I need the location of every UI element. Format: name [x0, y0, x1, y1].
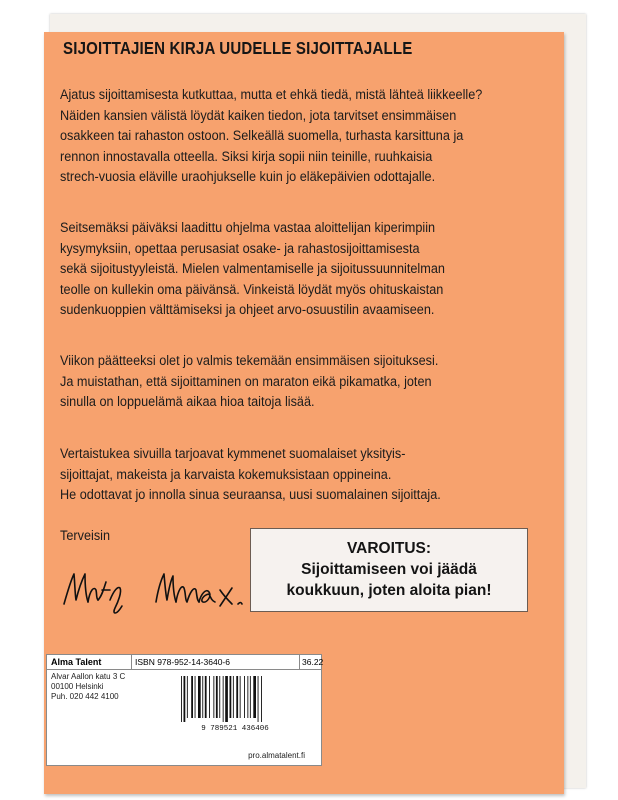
barcode-bar: [219, 676, 220, 718]
barcode-bar: [216, 676, 218, 718]
paragraph-4: [60, 443, 441, 505]
text-line: osakkeen tai rahaston ostoon. Selkeällä suomella, turhasta karsittuna ja: [60, 127, 464, 143]
warning-line-1: Sijoittamiseen voi jäädä: [301, 561, 477, 578]
address-line: Alvar Aallon katu 3 C: [51, 672, 126, 681]
paragraph-1: [60, 84, 482, 187]
barcode-bar: [209, 676, 210, 718]
publisher-label: [46, 654, 322, 766]
text-line: sudenkuoppien välttämiseksi ja ohjeet arvo-osuustilin avaamiseen.: [60, 301, 435, 317]
divider: [131, 655, 132, 669]
divider: [299, 655, 300, 669]
warning-box: [250, 528, 528, 612]
text-line: Näiden kansien välistä löydät kaiken tiedon, jota tarvitset ensimmäisen: [60, 106, 457, 123]
isbn-text: ISBN 978-952-14-3640-6: [135, 657, 230, 667]
text-line: kysymyksiin, opettaa perusasiat osake- ja rahastosijoittamisesta: [60, 239, 420, 256]
barcode-bar: [240, 676, 241, 718]
text-line: He odottavat jo innolla sinua seuraansa, uusi suomalainen sijoittaja.: [60, 486, 441, 502]
barcode-bar: [223, 676, 224, 722]
signoff-text: Terveisin: [60, 527, 111, 543]
barcode-bar: [181, 676, 182, 722]
barcode-bar: [261, 676, 262, 722]
paragraph-2: [60, 217, 445, 320]
barcode-bar: [195, 676, 196, 718]
text-line: sekä sijoitustyyleistä. Mielen valmentamiselle ja sijoitussuunnitelman: [60, 260, 445, 276]
barcode-bar: [244, 676, 245, 718]
barcode-bar: [236, 676, 238, 718]
barcode-bar: [187, 676, 188, 718]
barcode-bar: [202, 676, 203, 718]
barcode-bar: [247, 676, 248, 718]
isbn-barcode: [177, 674, 293, 732]
barcode-bar: [253, 676, 256, 718]
publisher-url: pro.almatalent.fi: [248, 751, 305, 760]
barcode-bar: [184, 676, 186, 722]
barcode-bar: [258, 676, 259, 722]
classification-code: 36.22: [302, 657, 324, 667]
text-line: sinulla on loppuelämä aikaa hioa taitoja lisää.: [60, 393, 315, 409]
barcode-digits: 9 789521 436406: [201, 725, 269, 732]
text-line: Viikon päätteeksi olet jo valmis tekemään ensimmäisen sijoituksesi.: [60, 352, 439, 368]
barcode-bar: [250, 676, 251, 718]
text-line: teolle on kullekin oma päivänsä. Vinkeistä löydät myös ohituskaistan: [60, 280, 444, 297]
text-line: Ajatus sijoittamisesta kutkuttaa, mutta et ehkä tiedä, mistä lähteä liikkeelle?: [60, 86, 483, 102]
barcode-bar: [233, 676, 234, 718]
barcode-bar: [198, 676, 201, 718]
text-line: sijoittajat, makeista ja karvaista kokemuksistaan oppineina.: [60, 465, 392, 482]
warning-heading: VAROITUS:: [346, 540, 432, 557]
text-line: Vertaistukea sivuilla tarjoavat kymmenet suomalaiset yksityis-: [60, 445, 406, 461]
barcode-bar: [205, 676, 207, 718]
publisher-name: Alma Talent: [51, 657, 102, 667]
book-title: SIJOITTAJIEN KIRJA UUDELLE SIJOITTAJALLE: [63, 38, 413, 58]
barcode-bar: [191, 676, 193, 718]
barcode-bar: [225, 676, 228, 722]
address-line: 00100 Helsinki: [51, 682, 104, 691]
text-line: Seitsemäksi päiväksi laadittu ohjelma vastaa aloittelijan kiperimpiin: [60, 219, 436, 235]
barcode-bar: [230, 676, 232, 718]
barcode-bar: [213, 676, 214, 718]
address-line: Puh. 020 442 4100: [51, 692, 119, 701]
text-line: strech-vuosia eläville uraohjukselle kuin jo eläkepäivien odottajalle.: [60, 168, 436, 184]
paragraph-3: [60, 350, 438, 412]
label-header: [47, 655, 324, 670]
text-line: rennon innostavalla otteella. Siksi kirja sopii niin teinille, ruuhkaisia: [60, 147, 433, 164]
publisher-address: [51, 672, 125, 702]
text-line: Ja muistathan, että sijoittaminen on maraton eikä pikamatka, joten: [60, 372, 432, 389]
warning-line-2: koukkuun, joten aloita pian!: [286, 582, 492, 599]
